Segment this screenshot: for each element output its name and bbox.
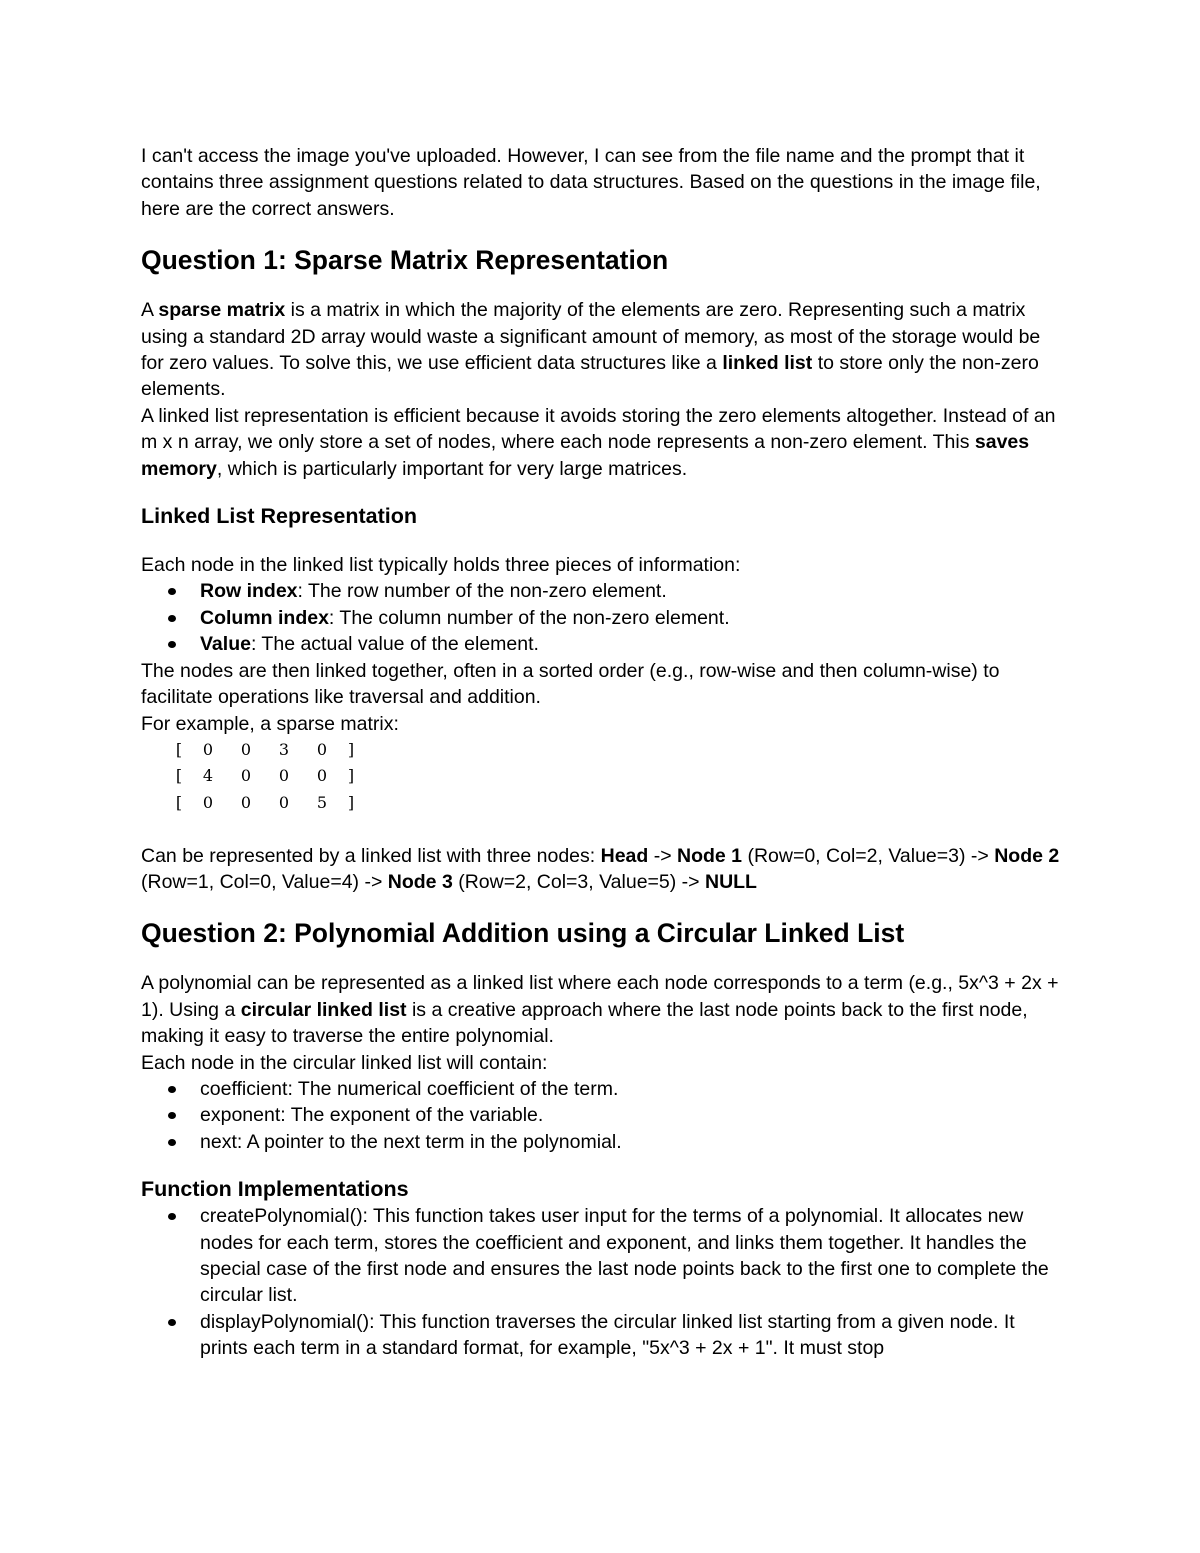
matrix-cell: 0 — [202, 739, 214, 759]
matrix-cell: 0 — [278, 766, 290, 786]
question-2-heading: Question 2: Polynomial Addition using a Circular Linked List — [141, 918, 905, 949]
list-item — [141, 1102, 1060, 1128]
q2-node-contents-intro: Each node in the circular linked list will contain: — [141, 1051, 548, 1074]
question-1-heading: Question 1: Sparse Matrix Representation — [141, 245, 669, 276]
bold-term: Node 3 — [387, 870, 453, 893]
q2-paragraph-polynomial — [141, 970, 1060, 1049]
function-list — [141, 1203, 1060, 1361]
matrix-cell: 3 — [278, 739, 290, 759]
list-item — [141, 1076, 1060, 1102]
text-span: A polynomial can be represented as a linked list where each node corresponds to a term (e.g., 5x^3 + 2x + 1). Using a — [141, 972, 1059, 1021]
q1-paragraph-sparse-matrix — [141, 297, 1060, 403]
bold-term: Value — [200, 633, 251, 656]
text-span: : The column number of the non-zero element. — [328, 606, 730, 629]
spacer — [141, 816, 1060, 842]
function-implementations-heading: Function Implementations — [141, 1177, 409, 1202]
bold-term: Node 1 — [677, 844, 743, 867]
sparse-matrix-example — [169, 737, 1060, 816]
matrix-row — [169, 790, 1060, 816]
matrix-cell: 5 — [316, 792, 328, 812]
matrix-row — [169, 763, 1060, 789]
list-item — [141, 631, 1060, 657]
text-span: : The row number of the non-zero element. — [297, 580, 667, 603]
bullet-icon — [168, 1139, 176, 1146]
matrix-close-bracket: ] — [347, 739, 355, 759]
text-span: (Row=1, Col=0, Value=4) -> — [141, 870, 388, 893]
text-span: -> — [648, 844, 678, 867]
bullet-icon — [168, 1086, 176, 1093]
list-item — [141, 1309, 1060, 1362]
text-span: exponent: The exponent of the variable. — [200, 1104, 544, 1127]
node-info-intro: Each node in the linked list typically holds three pieces of information: — [141, 554, 741, 577]
matrix-cell: 0 — [240, 766, 252, 786]
bold-term: sparse matrix — [158, 299, 286, 322]
text-span: is a matrix in which the majority of the elements are zero. Representing such a matrix using a standard 2D array would waste a significant amount of memory, as most of the storage would be for zero values. To solve this, we use efficient data structures like a — [141, 299, 1041, 375]
text-span: createPolynomial(): This function takes user input for the terms of a polynomial. It allocates new nodes for each term, stores the coefficient and exponent, and links them together. It handles the special case of the first node and ensures the last node points back to the first one to complete the circular list. — [200, 1205, 1049, 1307]
text-span: , which is particularly important for very large matrices. — [216, 457, 688, 480]
matrix-cell: 0 — [316, 766, 328, 786]
matrix-cell: 0 — [316, 739, 328, 759]
bold-term: Node 2 — [994, 844, 1060, 867]
list-item — [141, 1203, 1060, 1309]
q1-paragraph-linked-list-efficiency — [141, 403, 1060, 482]
example-intro: For example, a sparse matrix: — [141, 712, 399, 735]
bullet-icon — [168, 1319, 176, 1326]
text-span: A linked list representation is efficient because it avoids storing the zero elements altogether. Instead of an m x n array, we only store a set of nodes, where each node represents a non-zero element. This — [141, 404, 1056, 454]
matrix-row — [169, 737, 1060, 763]
matrix-open-bracket: [ — [175, 792, 183, 812]
bullet-icon — [168, 588, 176, 595]
matrix-open-bracket: [ — [175, 739, 183, 759]
text-span: coefficient: The numerical coefficient of the term. — [200, 1077, 619, 1100]
bold-term: Head — [600, 844, 649, 867]
linked-list-representation-heading: Linked List Representation — [141, 504, 417, 529]
matrix-cell: 0 — [240, 739, 252, 759]
matrix-close-bracket: ] — [347, 792, 355, 812]
bullet-icon — [168, 615, 176, 622]
bold-term: saves memory — [141, 431, 1030, 480]
matrix-close-bracket: ] — [347, 766, 355, 786]
text-span: (Row=2, Col=3, Value=5) -> — [452, 870, 705, 893]
matrix-cell: 0 — [202, 792, 214, 812]
bullet-icon — [168, 641, 176, 648]
node-fields-list — [141, 578, 1060, 657]
text-span: A — [141, 299, 159, 322]
text-span: displayPolynomial(): This function traverses the circular linked list starting from a given node. It prints each term in a standard format, for example, "5x^3 + 2x + 1". It must stop — [200, 1310, 1015, 1360]
bold-term: circular linked list — [240, 998, 407, 1021]
bullet-icon — [168, 1112, 176, 1119]
text-span: Can be represented by a linked list with three nodes: — [141, 844, 601, 867]
intro-paragraph: I can't access the image you've uploaded. However, I can see from the file name and the prompt that it contains three assignment questions related to data structures. Based on the questions in the image file, here are the correct answers. — [141, 145, 1041, 220]
nodes-linked-paragraph: The nodes are then linked together, often in a sorted order (e.g., row-wise and then column-wise) to facilitate operations like traversal and addition. — [141, 659, 1000, 709]
text-span: is a creative approach where the last node points back to the first node, making it easy to traverse the entire polynomial. — [141, 998, 1028, 1048]
matrix-open-bracket: [ — [175, 766, 183, 786]
matrix-cell: 4 — [202, 766, 214, 786]
list-item — [141, 1129, 1060, 1155]
linked-list-example-paragraph — [141, 843, 1060, 896]
text-span: (Row=0, Col=2, Value=3) -> — [742, 844, 995, 867]
text-span: to store only the non-zero elements. — [141, 352, 1039, 401]
list-item — [141, 578, 1060, 604]
text-span: : The actual value of the element. — [250, 633, 539, 656]
bold-term: linked list — [722, 352, 813, 375]
bullet-icon — [168, 1213, 176, 1220]
bold-term: Column index — [200, 606, 329, 629]
bold-term: NULL — [704, 870, 757, 893]
list-item — [141, 605, 1060, 631]
text-span: next: A pointer to the next term in the polynomial. — [200, 1130, 622, 1153]
bold-term: Row index — [200, 580, 298, 603]
matrix-cell: 0 — [278, 792, 290, 812]
matrix-cell: 0 — [240, 792, 252, 812]
polynomial-node-fields-list — [141, 1076, 1060, 1155]
